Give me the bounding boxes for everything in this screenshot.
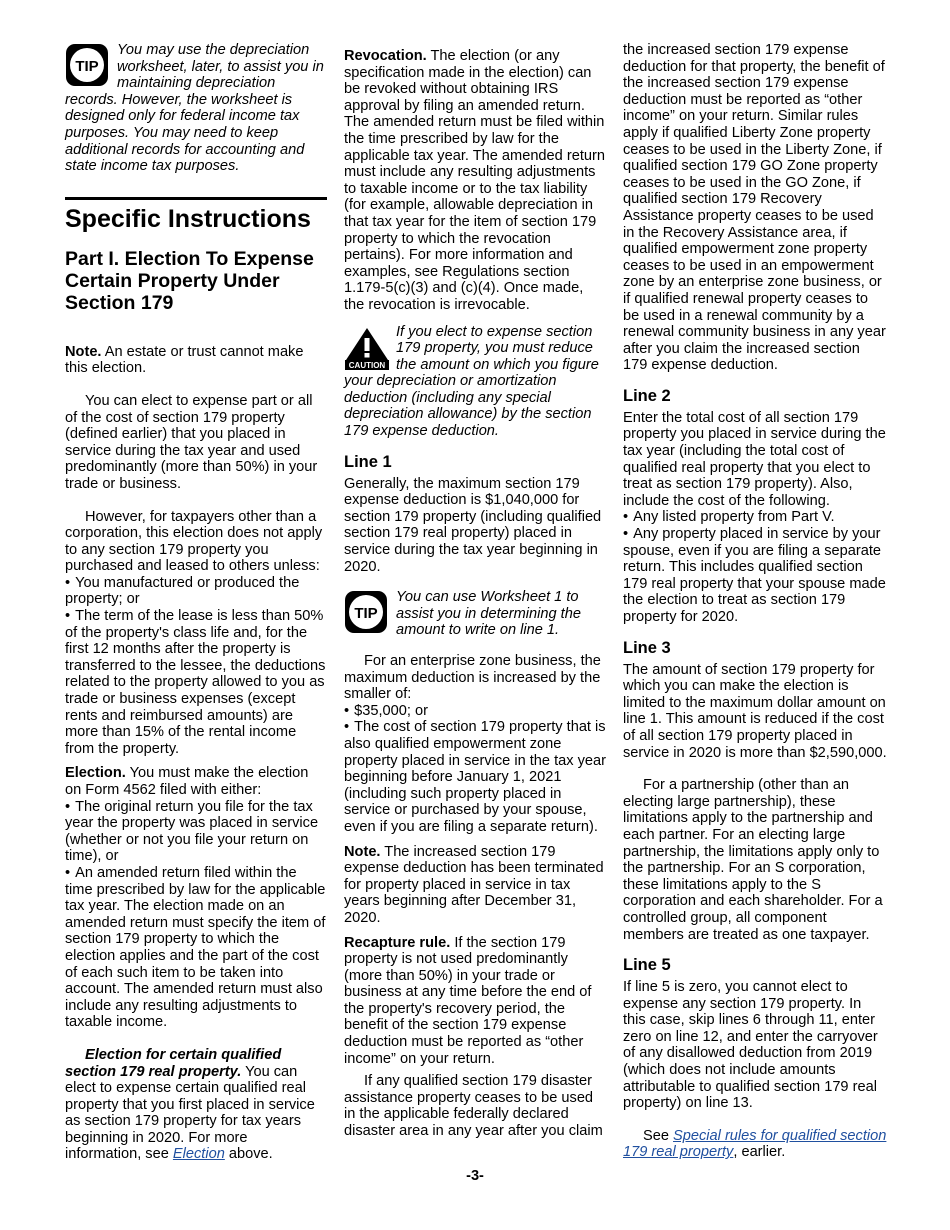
see-suffix: , earlier.	[733, 1144, 786, 1161]
caution-icon	[344, 326, 390, 370]
election-paragraph	[65, 765, 327, 798]
line5-text: If line 5 is zero, you cannot elect to expense any section 179 property. In this case, skip lines 6 through 11, enter zero on line 12, and enter the carryover of any disallowed deduction from 2019 (which does not include amounts attributable to qualified section 179 real property) on line 13.	[623, 979, 878, 1112]
note-label-2: Note.	[344, 843, 381, 860]
note-text: An estate or trust cannot make this election.	[65, 343, 304, 377]
revocation-label: Revocation.	[344, 48, 427, 64]
tip-icon-label: TIP	[75, 58, 99, 75]
line3-text: The amount of section 179 property for which you can make the election is limited to the maximum dollar amount on line 1. This amount is reduced if the cost of all section 179 property placed in service in 2020 is more than $2,590,000.	[623, 661, 887, 761]
tip-text: You may use the depreciation worksheet, later, to assist you in maintaining depreciation records. However, the worksheet is designed only for federal income tax purposes. You may need to keep additional records for accounting and state income tax purposes.	[65, 42, 324, 175]
note-paragraph	[65, 344, 327, 377]
tip-icon-label: TIP	[354, 605, 378, 623]
column-1	[65, 42, 327, 1163]
qualified-label: Election for certain qualified section 179 real property.	[65, 1046, 282, 1080]
part-heading: Part I. Election To Expense Certain Property Under Section 179	[65, 247, 314, 314]
bullet-manufactured: • You manufactured or produced the property; or	[65, 575, 327, 608]
section-heading: Specific Instructions	[65, 197, 327, 234]
election-label: Election.	[65, 765, 126, 782]
see-paragraph	[623, 1128, 887, 1161]
para-elect: You can elect to expense part or all of the cost of section 179 property (defined earlier) that you placed in service during the tax year and used predominantly (more than 50%) in your trade or business.	[65, 392, 318, 492]
caution-icon-label: CAUTION	[348, 360, 386, 370]
disaster-paragraph: If any qualified section 179 disaster assistance property ceases to be used in the applicable federally declared disaster area in any year after you claim	[344, 1073, 603, 1140]
tip-icon	[344, 590, 388, 634]
continued-paragraph: the increased section 179 expense deduction for that property, the benefit of the increased section 179 expense deduction must be reported as “other income” on your return. Similar rules apply if qualified Liberty Zone property ceases to be used in the Liberty Zone, if qualified section 179 GO Zone property ceases to be used in the GO Zone, if qualified section 179 Recovery Assistance property ceases to be used in the Recovery Assistance area, if qualified empowerment zone property ceases to be used in an empowerment zone by an enterprise zone business, or if qualified renewal property ceases to be used in a renewal community by a renewal community business in any year after you claim the increased section 179 expense deduction.	[623, 42, 886, 374]
line5-heading: Line 5	[623, 956, 671, 975]
bullet-empowerment-zone: • The cost of section 179 property that is also qualified empowerment zone property placed in service in the tax year beginning before January 1, 2021 (including such property placed in service or purchased by your spouse, even if you are filing a separate return).	[344, 719, 606, 835]
line1-heading: Line 1	[344, 452, 392, 471]
qualified-text: You can elect to expense certain qualified real property that you first placed in service as section 179 property for tax years beginning in 2020. For more information, see	[65, 1063, 315, 1163]
line1-text: Generally, the maximum section 179 expense deduction is $1,040,000 for section 179 property (including qualified section 179 real property) placed in service during the tax year beginning in 2020.	[344, 475, 602, 575]
caution-box	[344, 324, 606, 440]
tip-box	[65, 42, 327, 175]
recapture-label: Recapture rule.	[344, 934, 451, 951]
line2-heading: Line 2	[623, 386, 671, 405]
bullet-original-return: • The original return you file for the tax year the property was placed in service (whether or not you file your return on time), or	[65, 799, 327, 865]
column-3	[623, 42, 887, 1161]
tip-box-line1	[344, 589, 606, 639]
line3-heading: Line 3	[623, 638, 671, 657]
recapture-paragraph	[344, 935, 606, 1068]
bullet-spouse-property: • Any property placed in service by your spouse, even if you are filing a separate return. This includes qualified section 179 real property that your spouse made the election to treat as section 179 property for 2020.	[623, 526, 887, 626]
bullet-amended-return: • An amended return filed within the time prescribed by law for the applicable tax year. The election made on an amended return must specify the item of section 179 property to which the election applies and the part of the cost of each such item to be taken into account. The amended return must also include any resulting adjustments to taxable income.	[65, 865, 327, 1031]
line2-text: Enter the total cost of all section 179 property you placed in service during the tax year (including the total cost of qualified real property that you elect to treat as section 179 property). Also, include the cost of the following.	[623, 409, 886, 509]
qualified-paragraph	[65, 1047, 327, 1163]
note-label: Note.	[65, 343, 102, 360]
partnership-paragraph: For a partnership (other than an electing large partnership), these limitations apply to the partnership and each partner. For an electing large partnership, the limitations apply only to the partnership. For an S corporation, these limitations apply to the S corporation and each shareholder. For a controlled group, all component members are treated as one taxpayer.	[623, 777, 883, 943]
see-prefix: See	[643, 1127, 669, 1144]
caution-text: If you elect to expense section 179 property, you must reduce the amount on which you figure your depreciation or amortization deduction (including any special depreciation allowance) by the section 179 expense deduction.	[344, 323, 599, 440]
special-rules-link[interactable]: Special rules for qualified section 179 real property	[623, 1127, 887, 1161]
page-number: -3-	[466, 1168, 484, 1184]
election-link[interactable]: Election	[172, 1146, 225, 1163]
enterprise-paragraph: For an enterprise zone business, the maximum deduction is increased by the smaller of:	[344, 653, 601, 703]
note-text-2: The increased section 179 expense deduction has been terminated for property placed in service in tax years beginning after December 31, 2020.	[344, 843, 604, 926]
tip-text-line1: You can use Worksheet 1 to assist you in determining the amount to write on line 1.	[396, 589, 581, 639]
qualified-tail: above.	[228, 1146, 273, 1163]
recapture-text: If the section 179 property is not used predominantly (more than 50%) in your trade or business at any time before the end of the property's recovery period, the benefit of the section 179 expense deduction must be reported as “other income” on your return.	[344, 934, 592, 1067]
note-paragraph-2	[344, 844, 606, 927]
bullet-35000: • $35,000; or	[344, 703, 606, 720]
para-however: However, for taxpayers other than a corporation, this election does not apply to any section 179 property you purchased and leased to others unless:	[65, 508, 323, 575]
tip-icon	[65, 43, 109, 87]
revocation-paragraph	[344, 48, 606, 314]
column-2	[344, 42, 606, 1140]
election-text: You must make the election on Form 4562 filed with either:	[65, 765, 309, 798]
bullet-lease-term: • The term of the lease is less than 50% of the property's class life and, for the first 12 months after the property is transferred to the lessee, the deductions related to the property allowed to you as trade or business expenses (except rents and reimbursed amounts) are more than 15% of the rental income from the property.	[65, 608, 327, 757]
bullet-listed-property: • Any listed property from Part V.	[623, 509, 887, 526]
revocation-text: The election (or any specification made in the election) can be revoked without obtaining IRS approval by filing an amended return. The amended return must be filed within the time prescribed by law for the applicable tax year. The amended return must include any resulting adjustments to taxable income or to the tax liability (for example, allowable depreciation in that tax year for the item of section 179 property to which the revocation pertains). For more information and examples, see Regulations section 1.179-5(c)(3) and (c)(4). Once made, the revocation is irrevocable.	[344, 48, 605, 313]
